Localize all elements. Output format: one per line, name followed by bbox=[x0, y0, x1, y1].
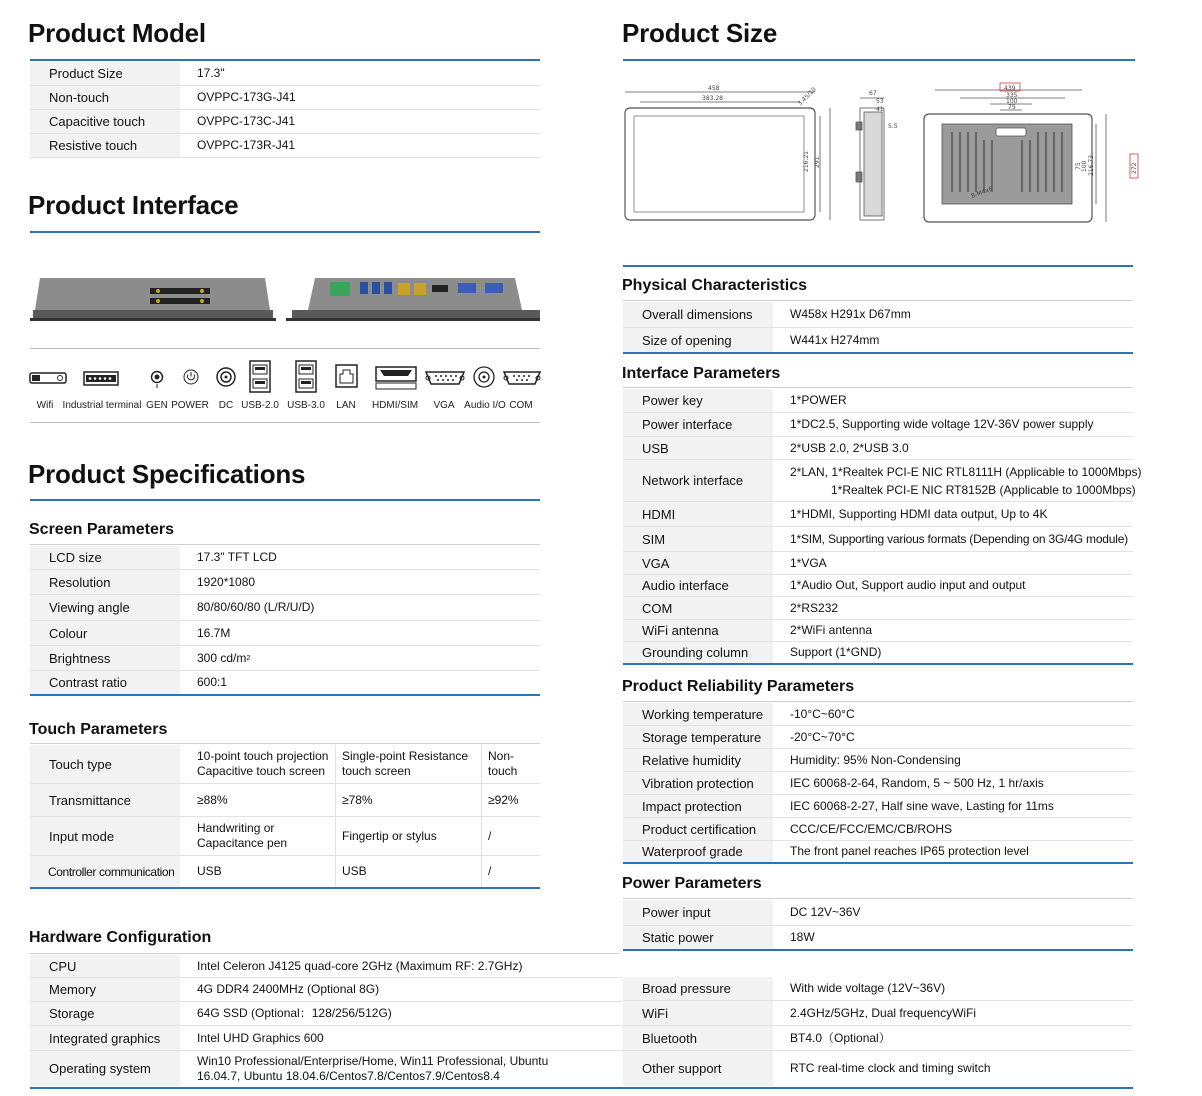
row-label: Power input bbox=[623, 900, 773, 925]
row-value: 4G DDR4 2400MHz (Optional 8G) bbox=[197, 982, 380, 996]
row-value: OVPPC-173C-J41 bbox=[197, 114, 296, 128]
table-bottom-line bbox=[623, 352, 1133, 354]
row-label: Grounding column bbox=[623, 642, 773, 663]
row-cell: 10-point touch projection Capacitive touch screen bbox=[197, 749, 329, 778]
row-cell: / bbox=[481, 856, 540, 887]
table-row bbox=[30, 646, 540, 671]
divider bbox=[623, 701, 1133, 702]
dim-rear-w2: 335 bbox=[1006, 92, 1018, 99]
table-row bbox=[30, 570, 540, 595]
device-port-views bbox=[30, 268, 540, 328]
row-value: 64G SSD (Optional：128/256/512G) bbox=[197, 1006, 392, 1020]
row-label: VGA bbox=[623, 552, 773, 574]
row-label: Storage temperature bbox=[623, 726, 773, 748]
table-row bbox=[30, 110, 540, 134]
table-row bbox=[623, 818, 1133, 841]
row-label: WiFi antenna bbox=[623, 620, 773, 641]
table-row bbox=[30, 856, 540, 887]
table-row bbox=[30, 621, 540, 646]
screen-parameters-title: Screen Parameters bbox=[29, 521, 174, 538]
row-value: 2*RS232 bbox=[790, 600, 839, 615]
row-label: COM bbox=[623, 597, 773, 619]
dim-rear-h1: 216.73 bbox=[1088, 155, 1095, 176]
table-row bbox=[30, 1002, 622, 1026]
table-row bbox=[623, 749, 1133, 772]
row-value: 2.4GHz/5GHz, Dual frequencyWiFi bbox=[790, 1005, 977, 1020]
com-icon bbox=[504, 372, 540, 384]
row-label: WiFi bbox=[623, 1001, 773, 1025]
audio-icon bbox=[474, 367, 494, 387]
row-value: DC 12V~36V bbox=[790, 905, 861, 919]
power-icon bbox=[184, 370, 198, 384]
port-label: GEN bbox=[146, 400, 168, 411]
row-label: Power key bbox=[623, 389, 773, 412]
power-parameters-title: Power Parameters bbox=[622, 875, 762, 892]
row-cell: ≥78% bbox=[335, 784, 481, 816]
row-value: Win10 Professional/Enterprise/Home, Win11 Professional, Ubuntu 16.04.7, Ubuntu 18.04.6/Centos7.8/Centos7.9/Centos8.4 bbox=[197, 1053, 549, 1083]
row-label: Relative humidity bbox=[623, 749, 773, 771]
table-bottom-line bbox=[30, 694, 540, 696]
product-model-title: Product Model bbox=[28, 18, 206, 48]
dim-side-d2: 53 bbox=[876, 98, 884, 105]
table-row bbox=[623, 389, 1133, 413]
row-value: 1920*1080 bbox=[197, 574, 256, 589]
dim-front-width: 458 bbox=[708, 85, 720, 92]
table-row bbox=[623, 552, 1133, 575]
wifi-antenna-icon bbox=[30, 373, 66, 383]
divider bbox=[623, 387, 1133, 388]
row-cell: USB bbox=[335, 856, 481, 887]
row-label: Working temperature bbox=[623, 703, 773, 725]
row-label: Viewing angle bbox=[30, 595, 180, 620]
table-row bbox=[623, 926, 1133, 949]
table-row bbox=[30, 1026, 622, 1051]
product-size-title: Product Size bbox=[622, 18, 778, 48]
table-bottom-line bbox=[30, 887, 540, 889]
row-value: Intel Celeron J4125 quad-core 2GHz (Maximum RF: 2.7GHz) bbox=[197, 958, 523, 973]
table-row bbox=[623, 703, 1133, 726]
divider bbox=[30, 743, 540, 744]
row-value: 1*HDMI, Supporting HDMI data output, Up to 4K bbox=[790, 506, 1048, 521]
table-row bbox=[623, 620, 1133, 642]
row-value: OVPPC-173R-J41 bbox=[197, 138, 296, 152]
network-line-1: 2*LAN, 1*Realtek PCI-E NIC RTL8111H (Applicable to 1000Mbps) bbox=[790, 464, 1142, 479]
row-label: Network interface bbox=[623, 460, 773, 501]
gen-icon bbox=[152, 372, 163, 389]
row-value: 1*DC2.5, Supporting wide voltage 12V-36V power supply bbox=[790, 417, 1094, 431]
table-row bbox=[30, 784, 540, 817]
row-label: SIM bbox=[623, 527, 773, 551]
port-label: POWER bbox=[171, 400, 209, 411]
row-label: Contrast ratio bbox=[30, 671, 180, 694]
row-label: Controller communication bbox=[30, 856, 180, 887]
dim-front-corner: 3.45/10 bbox=[796, 86, 818, 108]
row-value: -20°C~70°C bbox=[790, 729, 855, 744]
row-value: With wide voltage (12V~36V) bbox=[790, 981, 946, 995]
row-value: 16.7M bbox=[197, 625, 231, 640]
table-row bbox=[623, 328, 1133, 352]
divider bbox=[623, 300, 1133, 301]
row-label: Touch type bbox=[30, 745, 180, 783]
physical-characteristics-title: Physical Characteristics bbox=[622, 277, 807, 294]
dim-rear-h2: 100 bbox=[1081, 160, 1088, 172]
row-label: HDMI bbox=[623, 502, 773, 526]
row-value: OVPPC-173G-J41 bbox=[197, 90, 296, 104]
row-label: Memory bbox=[30, 978, 180, 1001]
table-row bbox=[623, 527, 1133, 552]
table-row bbox=[623, 460, 1142, 502]
dc-icon bbox=[217, 368, 235, 386]
port-label: USB-2.0 bbox=[241, 400, 279, 411]
row-value: 600:1 bbox=[197, 675, 228, 689]
hdmi-sim-icon bbox=[376, 367, 416, 389]
row-value: 2*USB 2.0, 2*USB 3.0 bbox=[790, 440, 909, 455]
table-row bbox=[623, 841, 1133, 862]
hardware-configuration-title: Hardware Configuration bbox=[29, 929, 212, 946]
interface-icons-row bbox=[28, 360, 543, 396]
table-row bbox=[30, 62, 540, 86]
row-cell: / bbox=[481, 817, 540, 855]
row-value: 1*SIM, Supporting various formats (Depending on 3G/4G module) bbox=[790, 531, 1128, 546]
device-bottom-right-view bbox=[286, 278, 540, 321]
row-label: Impact protection bbox=[623, 795, 773, 817]
table-bottom-line bbox=[623, 663, 1133, 665]
row-label: Storage bbox=[30, 1002, 180, 1025]
table-row bbox=[30, 134, 540, 158]
port-label: DC bbox=[218, 400, 234, 411]
port-label: Wifi bbox=[36, 400, 54, 411]
row-label: Static power bbox=[623, 926, 773, 949]
dim-rear-w3: 100 bbox=[1006, 98, 1018, 105]
network-line-2: 1*Realtek PCI-E NIC RT8152B (Applicable to 1000Mbps) bbox=[831, 482, 1136, 497]
row-value: 2*WiFi antenna bbox=[790, 623, 873, 637]
dim-front-h2: 291 bbox=[814, 156, 821, 168]
row-value bbox=[773, 460, 1142, 501]
row-value: IEC 60068-2-27, Half sine wave, Lasting for 11ms bbox=[790, 798, 1054, 813]
row-value: 1*VGA bbox=[790, 555, 827, 570]
table-row bbox=[623, 437, 1133, 460]
row-value: Support (1*GND) bbox=[790, 645, 882, 659]
table-row bbox=[623, 1026, 1133, 1051]
divider bbox=[30, 544, 540, 545]
row-label: Broad pressure bbox=[623, 977, 773, 1000]
dim-side-d4: 5.5 bbox=[888, 123, 898, 130]
row-cell: Single-point Resistance touch screen bbox=[335, 745, 481, 783]
table-row bbox=[30, 546, 540, 570]
brightness-unit-sup: 2 bbox=[246, 654, 251, 662]
industrial-terminal-icon bbox=[84, 372, 118, 385]
dim-rear-w1: 439 bbox=[1004, 85, 1016, 92]
table-row bbox=[30, 745, 540, 784]
table-row bbox=[30, 978, 622, 1002]
row-value: The front panel reaches IP65 protection level bbox=[790, 844, 1029, 858]
table-row bbox=[623, 726, 1133, 749]
title-underline bbox=[30, 231, 540, 233]
row-label: Product Size bbox=[30, 62, 180, 85]
row-cell: Fingertip or stylus bbox=[335, 817, 481, 855]
dim-rear-h4: 272 bbox=[1131, 162, 1138, 174]
row-value: W441x H274mm bbox=[790, 332, 880, 347]
port-label: LAN bbox=[336, 400, 356, 411]
row-label: Other support bbox=[623, 1051, 773, 1086]
vga-icon bbox=[426, 372, 464, 384]
row-value: IEC 60068-2-64, Random, 5 ~ 500 Hz, 1 hr/axis bbox=[790, 775, 1044, 790]
table-row bbox=[623, 1001, 1133, 1026]
row-label: Bluetooth bbox=[623, 1026, 773, 1050]
row-value: BT4.0（Optional） bbox=[790, 1030, 891, 1045]
dim-rear-w4: 75 bbox=[1008, 104, 1016, 111]
row-value: 1*POWER bbox=[790, 393, 847, 407]
port-label: HDMI/SIM bbox=[371, 400, 419, 411]
lan-icon bbox=[336, 365, 357, 387]
row-label: Operating system bbox=[30, 1051, 180, 1086]
table-row bbox=[623, 575, 1133, 597]
dim-rear-h3: 75 bbox=[1075, 162, 1082, 170]
row-label: Colour bbox=[30, 621, 180, 645]
table-row bbox=[623, 795, 1133, 818]
dim-side-d3: 41 bbox=[876, 106, 884, 113]
title-underline bbox=[623, 59, 1135, 61]
dim-front-inner: 383.28 bbox=[702, 95, 723, 102]
table-row bbox=[623, 977, 1133, 1001]
row-label: USB bbox=[623, 437, 773, 459]
table-row bbox=[623, 900, 1133, 926]
table-row bbox=[30, 595, 540, 621]
divider bbox=[30, 422, 540, 423]
product-interface-title: Product Interface bbox=[28, 190, 239, 220]
device-bottom-left-view bbox=[30, 278, 276, 321]
section-top-line bbox=[623, 265, 1133, 267]
row-label: Overall dimensions bbox=[623, 302, 773, 327]
row-label: Power interface bbox=[623, 413, 773, 436]
dim-rear-screw: 8-M4x6 bbox=[970, 185, 994, 200]
row-cell: Non-touch bbox=[481, 745, 540, 783]
port-label: COM bbox=[509, 400, 533, 411]
row-label: Transmittance bbox=[30, 784, 180, 816]
table-row bbox=[30, 955, 622, 978]
reliability-parameters-title: Product Reliability Parameters bbox=[622, 678, 855, 695]
row-label: Non-touch bbox=[30, 86, 180, 109]
row-label: Input mode bbox=[30, 817, 180, 855]
table-row bbox=[623, 597, 1133, 620]
row-label: Audio interface bbox=[623, 575, 773, 596]
title-underline bbox=[30, 499, 540, 501]
front-view-drawing bbox=[625, 92, 830, 220]
row-value: 80/80/60/80 (L/R/U/D) bbox=[197, 600, 315, 614]
row-cell: ≥88% bbox=[197, 792, 228, 807]
row-label: Waterproof grade bbox=[623, 841, 773, 862]
port-label: Audio I/O bbox=[464, 400, 506, 411]
table-row bbox=[623, 302, 1133, 328]
table-row bbox=[30, 817, 540, 856]
row-label: Size of opening bbox=[623, 328, 773, 352]
row-value: RTC real-time clock and timing switch bbox=[790, 1061, 991, 1075]
table-row bbox=[623, 413, 1133, 437]
dim-front-h1: 216.21 bbox=[803, 151, 810, 172]
interface-parameters-title: Interface Parameters bbox=[622, 365, 781, 382]
row-label: Capacitive touch bbox=[30, 110, 180, 133]
row-value: 1*Audio Out, Support audio input and output bbox=[790, 578, 1026, 592]
port-label: USB-3.0 bbox=[287, 400, 325, 411]
row-value: 17.3" TFT LCD bbox=[197, 550, 277, 564]
side-view-drawing bbox=[856, 98, 884, 220]
table-bottom-line bbox=[623, 949, 1133, 951]
brightness-value: 300 cd/m bbox=[197, 650, 247, 665]
divider bbox=[30, 348, 540, 349]
usb-2-icon bbox=[250, 361, 270, 392]
row-value bbox=[180, 646, 540, 670]
divider bbox=[623, 898, 1133, 899]
table-row bbox=[623, 502, 1133, 527]
row-label: Brightness bbox=[30, 646, 180, 670]
divider bbox=[30, 953, 620, 954]
dimension-drawings bbox=[620, 80, 1140, 230]
row-label: LCD size bbox=[30, 546, 180, 569]
table-row bbox=[30, 1051, 622, 1086]
table-row bbox=[30, 671, 540, 694]
table-row bbox=[623, 642, 1133, 663]
row-value: 18W bbox=[790, 930, 815, 944]
touch-parameters-title: Touch Parameters bbox=[29, 721, 168, 738]
title-underline bbox=[30, 59, 540, 61]
table-row bbox=[623, 1051, 1133, 1086]
dim-side-depth: 67 bbox=[869, 90, 877, 97]
row-cell: Handwriting or Capacitance pen bbox=[197, 821, 288, 850]
row-value: CCC/CE/FCC/EMC/CB/ROHS bbox=[790, 821, 953, 836]
row-value: Humidity: 95% Non-Condensing bbox=[790, 752, 961, 767]
row-value: -10°C~60°C bbox=[790, 706, 855, 721]
row-label: Resolution bbox=[30, 570, 180, 594]
table-row bbox=[623, 772, 1133, 795]
table-row bbox=[30, 86, 540, 110]
usb-3-icon bbox=[296, 361, 316, 392]
row-value: Intel UHD Graphics 600 bbox=[197, 1030, 324, 1045]
port-label: VGA bbox=[433, 400, 455, 411]
port-label: Industrial terminal bbox=[62, 400, 142, 411]
table-bottom-line bbox=[30, 1087, 1133, 1089]
row-label: Product certification bbox=[623, 818, 773, 840]
product-specifications-title: Product Specifications bbox=[28, 459, 306, 489]
table-bottom-line bbox=[623, 862, 1133, 864]
row-value: 17.3" bbox=[197, 66, 225, 80]
row-label: Integrated graphics bbox=[30, 1026, 180, 1050]
row-cell: ≥92% bbox=[481, 784, 540, 816]
row-label: Vibration protection bbox=[623, 772, 773, 794]
row-label: Resistive touch bbox=[30, 134, 180, 157]
row-cell: USB bbox=[197, 864, 222, 878]
row-label: CPU bbox=[30, 955, 180, 977]
row-value: W458x H291x D67mm bbox=[790, 307, 911, 321]
